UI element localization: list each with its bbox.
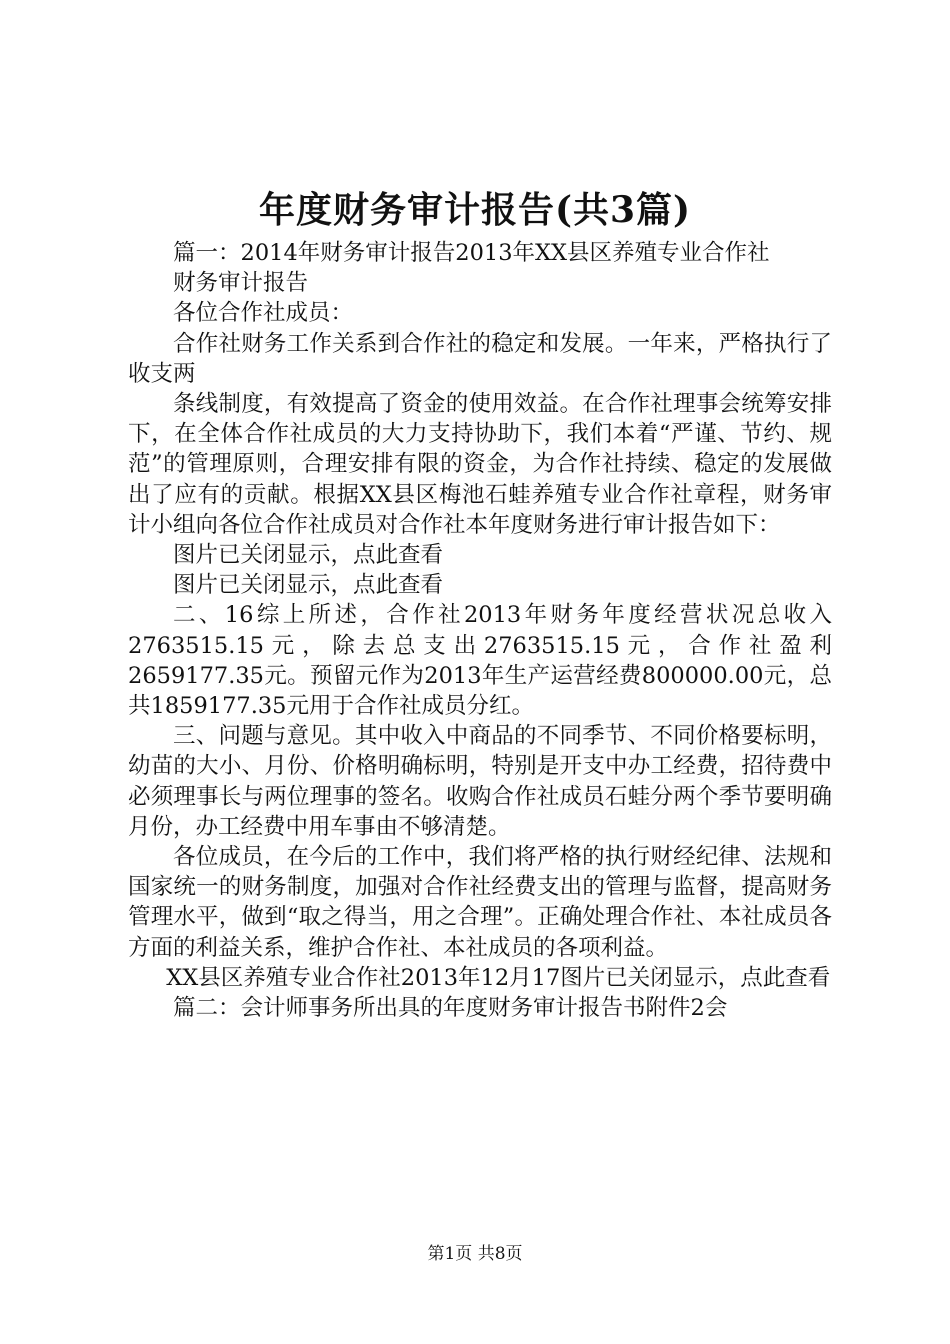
image-placeholder-link[interactable]: 图片已关闭显示，点此查看 xyxy=(173,542,444,569)
paragraph-management: 条线制度，有效提高了资金的使用效益。在合作社理事会统筹安排下，在全体合作社成员的大力支持协助下，我们本着“严谨、节约、规范”的管理原则，合理安排有限的资金，为合作社持续、稳定的发展做出了应有的贡献。根据XX县区梅池石蛙养殖专业合作社章程，财务审计小组向各位合作社成员对合作社本年度财务进行审计报告如下： xyxy=(128,391,832,538)
document-title: 年度财务审计报告(共3篇) xyxy=(258,189,692,231)
paragraph-report-title: 财务审计报告 xyxy=(173,270,309,297)
paragraph-salutation: 各位合作社成员： xyxy=(173,300,354,327)
paragraph-part2-heading: 篇二：会计师事务所出具的年度财务审计报告书附件2会 xyxy=(173,995,728,1022)
paragraph-closing: 各位成员，在今后的工作中，我们将严格的执行财经纪律、法规和国家统一的财务制度，加强对合作社经费支出的管理与监督，提高财务管理水平，做到“取之得当，用之合理”。正确处理合作社、本社成员各方面的利益关系，维护合作社、本社成员的各项利益。 xyxy=(128,844,832,961)
paragraph-summary: 二、16综上所述，合作社2013年财务年度经营状况总收入2763515.15元，除去总支出2763515.15元，合作社盈利2659177.35元。预留元作为2013年生产运营经费800000.00元，总共1859177.35元用于合作社成员分红。 xyxy=(128,602,832,720)
paragraph-intro: 合作社财务工作关系到合作社的稳定和发展。一年来，严格执行了收支两 xyxy=(128,330,832,387)
paragraph-signature: XX县区养殖专业合作社2013年12月17图片已关闭显示，点此查看 xyxy=(166,964,831,991)
image-placeholder-link[interactable]: 图片已关闭显示，点此查看 xyxy=(173,572,444,599)
page-number: 第1页 共8页 xyxy=(427,1244,523,1264)
document-body xyxy=(128,238,832,1023)
paragraph-issues: 三、问题与意见。其中收入中商品的不同季节、不同价格要标明，幼苗的大小、月份、价格明确标明，特别是开支中办工经费，招待费中必须理事长与两位理事的签名。收购合作社成员石蛙分两个季节要明确月份，办工经费中用车事由不够清楚。 xyxy=(128,723,832,840)
paragraph-part1-heading: 篇一：2014年财务审计报告2013年XX县区养殖专业合作社 xyxy=(173,240,770,266)
